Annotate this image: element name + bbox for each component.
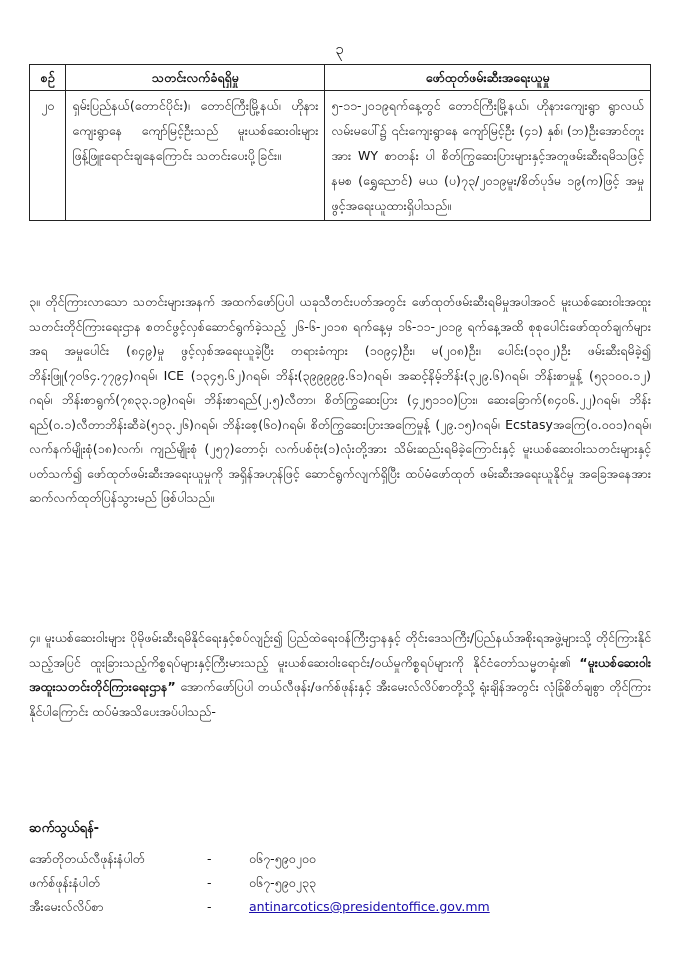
header-action-taken: ဖော်ထုတ်ဖမ်းဆီးအရေးယူမှု: [325, 65, 651, 91]
contact-row-email: [29, 896, 589, 918]
paragraph-3-text: ၃။ တိုင်ကြားလာသော သတင်းများအနက် အထက်ဖော်ပြပါ ယခုသီတင်းပတ်အတွင်း ဖော်ထုတ်ဖမ်းဆီးရမိမှုအပါအဝင် မူးယစ်ဆေးဝါးအထူးသတင်းတိုင်ကြားရေးဌာန စတင်ဖွင့်လှစ်ဆောင်ရွက်ခဲ့သည့် ၂၆-၆-၂၀၁၈ ရက်နေ့မှ ၁၆-၁၁-၂၀၁၉ ရက်နေ့အထိ စုစုပေါင်းဖော်ထုတ်ချက်များအရ အမှုပေါင်း (၈၄၉)မှု ဖွင့်လှစ်အရေးယူခဲ့ပြီး တရားခံကျား (၁၀၉၄)ဦး၊ မ(၂၀၈)ဦး၊ ပေါင်း(၁၃၀၂)ဦး ဖမ်းဆီးရမိခဲ့၍ ဘိန်းဖြူ(၇၀၆၄.၇၇၉၄)ဂရမ်၊ ICE (၁၃၄၅.၆၂)ဂရမ်၊ ဘိန်း(၃၉၉၉၉၉.၆၁)ဂရမ်၊ အဆင့်နိမ့်ဘိန်း(၃၂၉.၆)ဂရမ်၊ ဘိန်းစာမှုန့် (၅၃၁၀၀.၁၂) ဂရမ်၊ ဘိန်းစာရွက်(၇၈၃၃.၁၉)ဂရမ်၊ ဘိန်းစာရည်(၂.၅)လီတာ၊ စိတ်ကြွဆေးပြား (၄၂၅၁၁၀)ပြား၊ ဆေးခြောက်(၈၄၀၆.၂၂)ဂရမ်၊ ဘိန်းရည်(၀.၁)လီတာဘိန်းဆီခဲ(၅၁၃.၂၆)ဂရမ်၊ ဘိန်းစေ့(၆၀)ဂရမ်၊ စိတ်ကြွဆေးပြားအကြေမှုန့် (၂၉.၁၅)ဂရမ်၊ Ecstasyအကြေ(၀.၀၀၁)ဂရမ်၊ လက်နက်မျိုးစုံ(၁၈)လက်၊ ကျည်မျိုးစုံ (၂၅၇)တောင့်၊ လက်ပစ်ဗုံး(၁)လုံးတို့အား သိမ်းဆည်းရမိခဲ့ကြောင်းနှင့် မူးယစ်ဆေးဝါးသတင်းများနှင့် ပတ်သက်၍ ဖော်ထုတ်ဖမ်းဆီးအရေးယူမှုကို အရှိန်အဟုန်ဖြင့် ဆောင်ရွက်လျက်ရှိပြီး ထပ်မံဖော်ထုတ် ဖမ်းဆီးအရေးယူနိုင်မှု အခြေအနေအား ဆက်လက်ထုတ်ပြန်သွားမည် ဖြစ်ပါသည်။: [29, 294, 651, 505]
header-information-received: သတင်းလက်ခံရရှိမှု: [66, 65, 325, 91]
contact-row-phone: [29, 848, 589, 870]
contact-fax-label: ဖက်စ်ဖုန်းနံပါတ်: [29, 875, 101, 890]
page-number: ၃: [335, 40, 344, 58]
contact-phone-label: အော်တိုတယ်လီဖုန်းနံပါတ်: [29, 851, 145, 866]
row-action-taken: ၅-၁၁-၂၀၁၉ရက်နေ့တွင် တောင်ကြီးမြို့နယ်၊ ဟိုနားကျေးရွာ ရွာလယ်လမ်းမပေါ်၌ ၎င်းကျေးရွာနေ ကျော်မြင့်ဦး (၄၁) နှစ်၊ (ဘ)ဦးအောင်တူးအား WY စာတန်း ပါ စိတ်ကြွဆေးပြားများနှင့်အတူဖမ်းဆီးရမိသဖြင့် နမစ (ရွှေညောင်) မယ (ပ)၇၃/၂၀၁၉မူး/စိတ်ပုဒ်မ ၁၉(က)ဖြင့် အမှုဖွင့်အရေးယူထားရှိပါသည်။: [325, 91, 651, 221]
paragraph-4-text-start: ၄။ မူးယစ်ဆေးဝါးများ ပိုမိုဖမ်းဆီးရမိနိုင်ရေးနှင့်စပ်လျဉ်း၍ ပြည်ထဲရေးဝန်ကြီးဌာနနှင့် တိုင်းဒေသကြီး/ပြည်နယ်အစိုးရအဖွဲ့များသို့ တိုင်ကြားနိုင်သည့်အပြင် ထူးခြားသည့်ကိစ္စရပ်များနှင့်ကြီးမားသည့် မူးယစ်ဆေးဝါးရောင်း/ဝယ်မှုကိစ္စရပ်များကို နိုင်ငံတော်သမ္မတရုံး၏: [29, 630, 651, 670]
row-serial-no: ၂၀: [30, 91, 66, 221]
paragraph-4: [29, 626, 651, 724]
contact-phone-value: ၀၆၇-၅၉၀၂၀၀: [249, 851, 316, 866]
table-row: [30, 91, 651, 221]
contact-heading: ဆက်သွယ်ရန်-: [29, 821, 100, 836]
contact-phone-dash: -: [207, 851, 212, 866]
contact-fax-dash: -: [207, 875, 212, 890]
row-information-received: ရှမ်းပြည်နယ်(တောင်ပိုင်း)၊ တောင်ကြီးမြို့နယ်၊ ဟိုနားကျေးရွာနေ ကျော်မြင့်ဦးသည် မူးယစ်ဆေးဝါးများ ဖြန့်ဖြူးရောင်းချနေကြောင်း သတင်းပေးပို့ခြင်း။: [66, 91, 325, 221]
paragraph-4-text-end: အောက်ဖော်ပြပါ တယ်လီဖုန်း/ဖက်စ်ဖုန်းနှင့် အီးမေးလ်လိပ်စာတို့သို့ ရုံးချိန်အတွင်း လုံခြုံစိတ်ချစွာ တိုင်ကြားနိုင်ပါကြောင်း ထပ်မံအသိပေးအပ်ပါသည်-: [29, 679, 651, 719]
header-serial-no: စဉ်: [30, 65, 66, 91]
contact-row-fax: [29, 872, 589, 894]
paragraph-4-department-name: “မူးယစ်ဆေးဝါးအထူးသတင်းတိုင်ကြားရေးဌာန”: [29, 654, 651, 694]
table-header-row: [30, 65, 651, 91]
contact-email-label: အီးမေးလ်လိပ်စာ: [29, 899, 104, 914]
report-table: [29, 64, 651, 221]
contact-fax-value: ၀၆၇-၅၉၀၂၃၃: [249, 875, 316, 890]
paragraph-3: [29, 290, 651, 511]
contact-email-dash: -: [207, 899, 212, 914]
contact-email-link[interactable]: antinarcotics@presidentoffice.gov.mm: [249, 899, 490, 914]
